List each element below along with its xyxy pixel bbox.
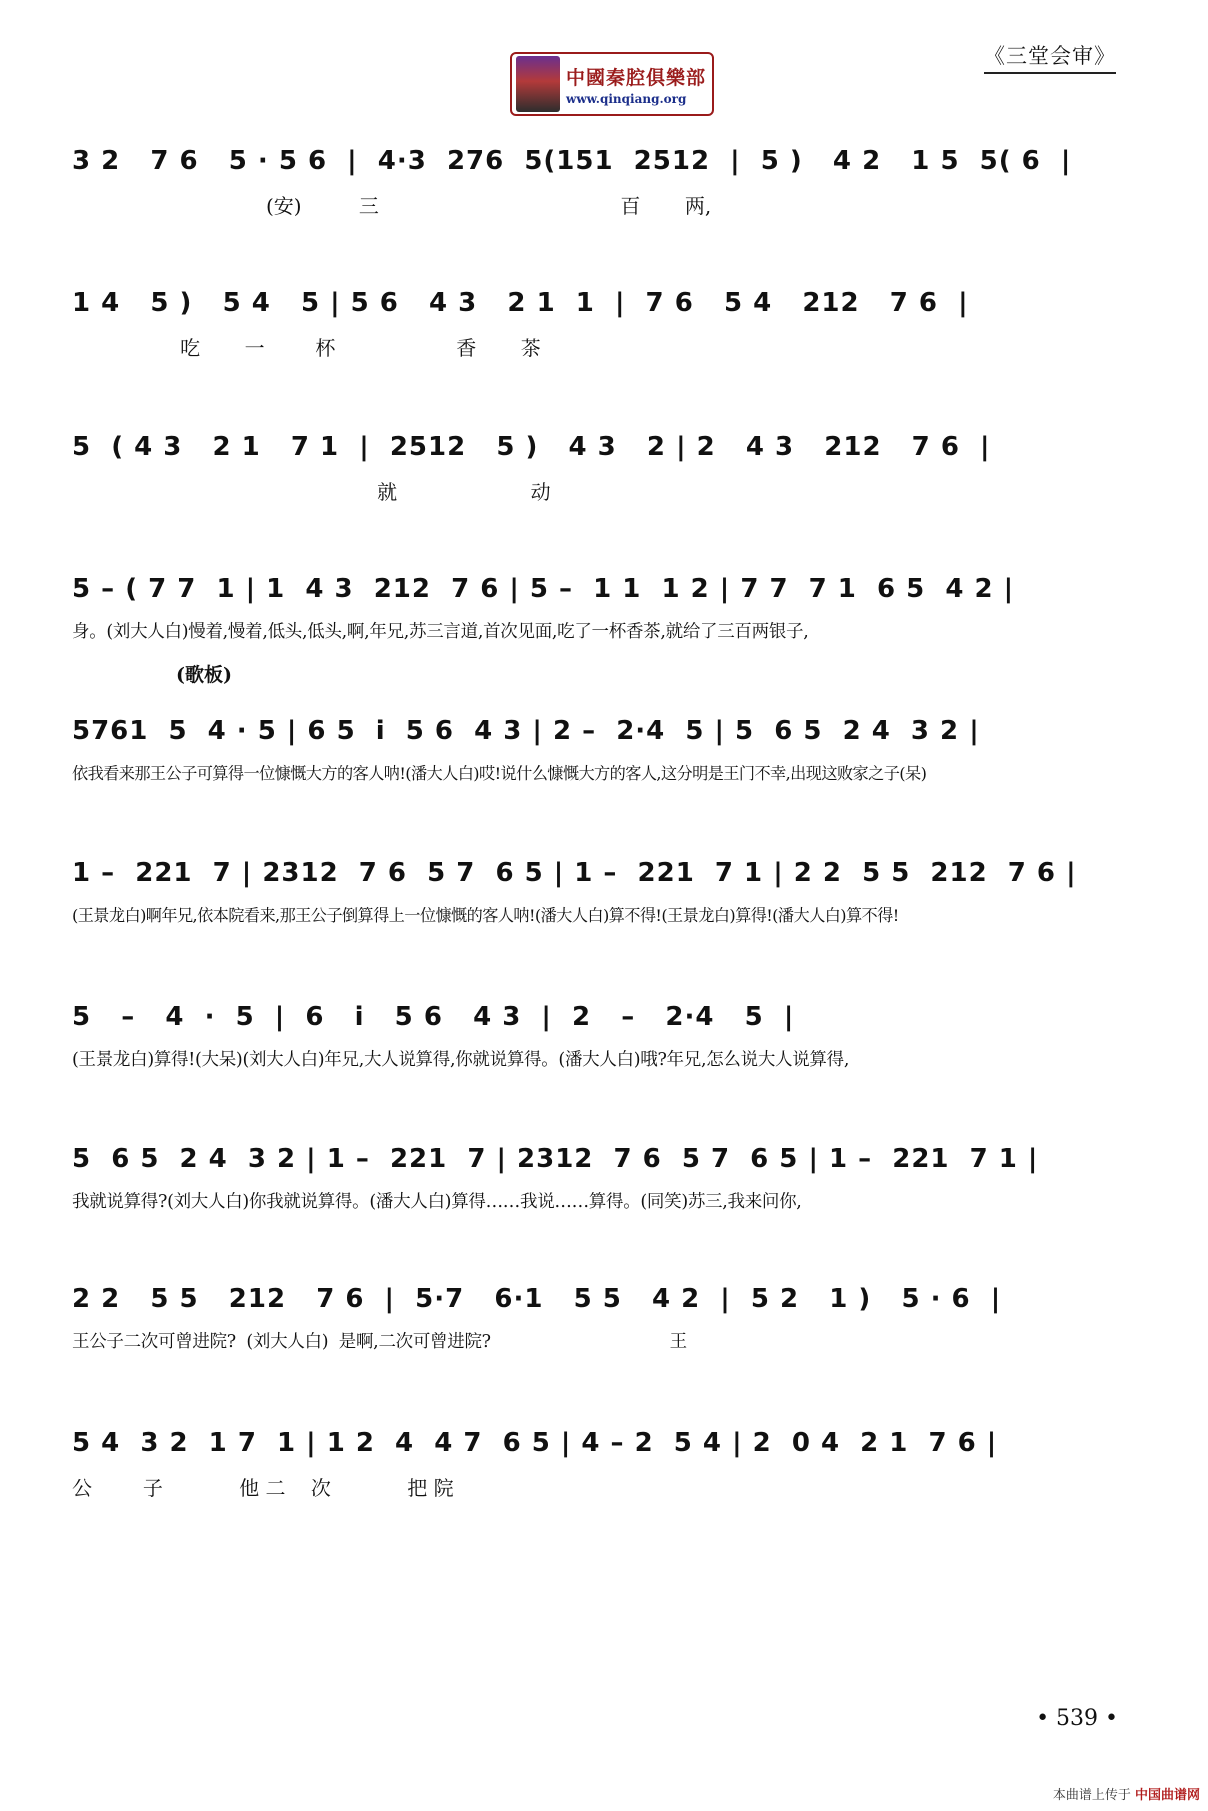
score-row-3 [0, 414, 1208, 534]
lyrics-line: (王景龙白)算得!(大呆)(刘大人白)年兄,大人说算得,你就说算得。(潘大人白)哦?年兄,怎么说大人说算得, [72, 1050, 850, 1070]
score-row-8 [0, 1126, 1208, 1246]
score-row-10 [0, 1410, 1208, 1530]
notation-line: 1 – 221 7 | 2312 7 6 5 7 6 5 | 1 – 221 7 1 | 2 2 5 5 212 7 6 | [72, 858, 1077, 888]
lyrics-line: 吃 一 杯 香 茶 [72, 336, 541, 360]
score-row-6 [0, 840, 1208, 960]
notation-line: 5 6 5 2 4 3 2 | 1 – 221 7 | 2312 7 6 5 7 6 5 | 1 – 221 7 1 | [72, 1144, 1039, 1174]
lyrics-line: 依我看来那王公子可算得一位慷慨大方的客人呐!(潘大人白)哎!说什么慷慨大方的客人,这分明是王门不幸,出现这败家之子(呆) [72, 764, 927, 783]
notation-line: 1 4 5 ) 5 4 5 | 5 6 4 3 2 1 1 | 7 6 5 4 212 7 6 | [72, 288, 969, 318]
score-row-9 [0, 1266, 1208, 1386]
notation-line: 5761 5 4 · 5 | 6 5 i 5 6 4 3 | 2 – 2·4 5 | 5 6 5 2 4 3 2 | [72, 716, 980, 746]
notation-line: 3 2 7 6 5 · 5 6 | 4·3 276 5(151 2512 | 5 ) 4 2 1 5 5( 6 | [72, 146, 1072, 176]
lyrics-line: 身。(刘大人白)慢着,慢着,低头,低头,啊,年兄,苏三言道,首次见面,吃了一杯香茶,就给了三百两银子, [72, 622, 809, 642]
opera-mask-icon [516, 56, 560, 112]
notation-line: 5 ( 4 3 2 1 7 1 | 2512 5 ) 4 3 2 | 2 4 3 212 7 6 | [72, 432, 991, 462]
logo-url: www.qinqiang.org [566, 91, 687, 106]
footer-prefix: 本曲谱上传于 [1052, 1788, 1131, 1803]
site-logo [510, 52, 714, 116]
page-number: • 539 • [1036, 1706, 1118, 1731]
lyrics-line: 王公子二次可曾进院? (刘大人白) 是啊,二次可曾进院? 王 [72, 1332, 687, 1352]
logo-name: 中國秦腔俱樂部 [566, 66, 707, 89]
footer-brand: 中国曲谱网 [1134, 1788, 1200, 1803]
score-row-2 [0, 270, 1208, 390]
score-row-5 [0, 664, 1208, 818]
notation-line: 5 – 4 · 5 | 6 i 5 6 4 3 | 2 – 2·4 5 | [72, 1002, 795, 1032]
lyrics-line: (安) 三 百 两, [266, 194, 712, 218]
lyrics-line: (王景龙白)啊年兄,依本院看来,那王公子倒算得上一位慷慨的客人呐!(潘大人白)算不得!(王景龙白)算得!(潘大人白)算不得! [72, 906, 899, 925]
notation-line: 5 4 3 2 1 7 1 | 1 2 4 4 7 6 5 | 4 – 2 5 4 | 2 0 4 2 1 7 6 | [72, 1428, 998, 1458]
footer-credit [1053, 1784, 1200, 1803]
lyrics-line: 我就说算得?(刘大人白)你我就说算得。(潘大人白)算得……我说……算得。(同笑)苏三,我来问你, [72, 1192, 802, 1212]
score-title: 《三堂会审》 [984, 40, 1116, 74]
score-row-7 [0, 984, 1208, 1104]
score-row-1 [0, 128, 1208, 248]
lyrics-line: 就 动 [72, 480, 551, 504]
tempo-marking: (歌板) [176, 664, 232, 686]
notation-line: 2 2 5 5 212 7 6 | 5·7 6·1 5 5 4 2 | 5 2 1 ) 5 · 6 | [72, 1284, 1002, 1314]
lyrics-line: 公 子 他 二 次 把 院 [72, 1476, 454, 1500]
score-row-4 [0, 556, 1208, 676]
notation-line: 5 – ( 7 7 1 | 1 4 3 212 7 6 | 5 – 1 1 1 2 | 7 7 7 1 6 5 4 2 | [72, 574, 1015, 604]
